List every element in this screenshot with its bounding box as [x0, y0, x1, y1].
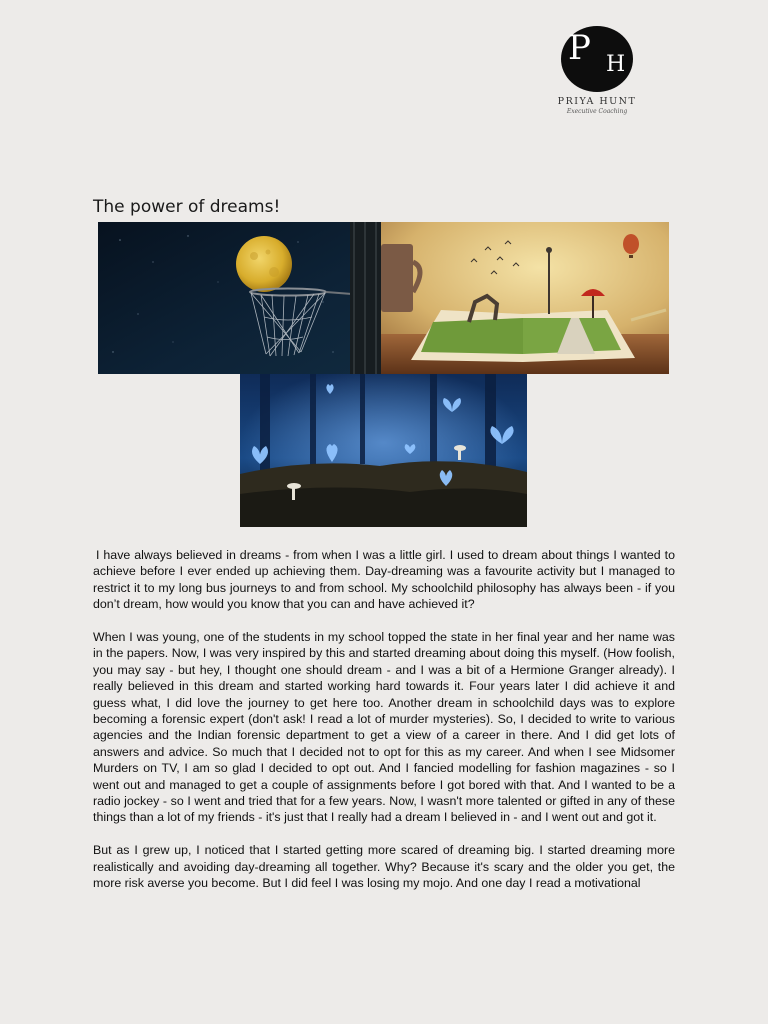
page-title: The power of dreams!: [93, 197, 281, 217]
logo-letter-h: H: [606, 52, 626, 77]
logo-letter-p: P: [568, 28, 591, 68]
blue-butterflies-forest-photo: [240, 374, 527, 527]
article-paragraph-3: But as I grew up, I noticed that I started getting more scared of dreaming big. I started dreaming more realistically and avoiding day-dreaming all together. Why? Because it's scary and the older you get, the more risk averse you become. But I did feel I was losing my mojo. And one day I read a motivational: [93, 843, 675, 891]
article-paragraph-1: I have always believed in dreams - from when I was a little girl. I used to dream about things I wanted to achieve before I ever ended up achieving them. Day-dreaming was a favourite activity but I managed to restrict it to my long bus journeys to and from school. My schoolchild philosophy has always been - if you don’t dream, how would you know that you can and have achieved it?: [93, 548, 675, 612]
logo-circle-icon: [561, 26, 633, 92]
article-body: [93, 547, 675, 911]
moon-basketball-hoop-photo: [98, 222, 381, 374]
logo-tagline: Executive Coaching: [566, 107, 628, 115]
article-paragraph-2: When I was young, one of the students in my school topped the state in her final year and her name was in the papers. Now, I was very inspired by this and started dreaming about doing this myself. (How foolish, you may say - but hey, I thought one should dream - and I was a bit of a Hermione Granger already). I really believed in this dream and started working hard towards it. Four years later I did achieve it and guess what, I did love the journey to get here too. Another dream in schoolchild days was to explore becoming a forensic expert (don't ask! I read a lot of murder mysteries). So, I decided to write to various agencies and the Indian forensic department to get a view of a career in there. And I did get lots of answers and advice. So much that I decided not to opt for this as my career. And when I see Midsomer Murders on TV, I am so glad I decided to opt out. And I fancied modelling for fashion magazines - so I went out and managed to get a couple of assignments before I got bored with that. And I wanted to be a radio jockey - so I went and tried that for a few years. Now, I wasn't more talented or gifted in any of these things than a lot of my friends - it's just that I really had a dream I believed in - and I went out and got it.: [93, 630, 675, 825]
logo-name: PRIYA HUNT: [557, 96, 637, 107]
open-book-dreamscape-photo: [381, 222, 669, 374]
priya-hunt-logo: [552, 26, 642, 115]
